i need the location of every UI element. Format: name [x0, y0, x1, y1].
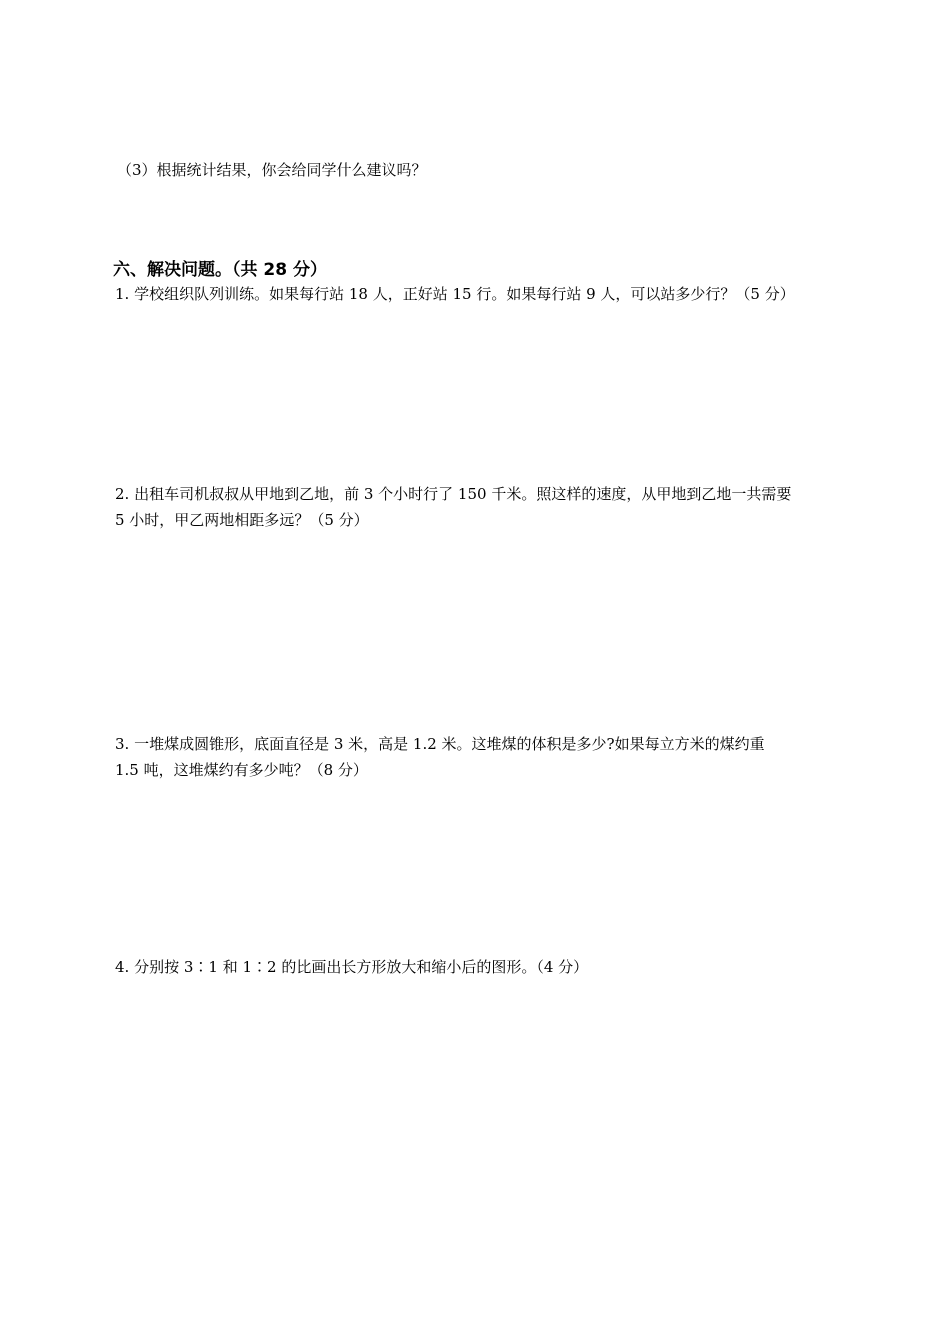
problem-3-line-2: 1.5 吨，这堆煤约有多少吨？（8 分） — [115, 761, 368, 779]
problem-2-line-1: 2. 出租车司机叔叔从甲地到乙地，前 3 个小时行了 150 千米。照这样的速度，从甲地到乙地一共需要 — [115, 485, 792, 503]
problem-3-line-1: 3. 一堆煤成圆锥形，底面直径是 3 米，高是 1.2 米。这堆煤的体积是多少?如果每立方米的煤约重 — [115, 735, 765, 753]
section-title: 六、解决问题。（共 28 分） — [113, 260, 327, 280]
problem-2-line-2: 5 小时，甲乙两地相距多远？（5 分） — [115, 511, 369, 529]
problem-1-line-1: 1. 学校组织队列训练。如果每行站 18 人，正好站 15 行。如果每行站 9 人，可以站多少行？（5 分） — [115, 285, 795, 303]
sub-question-3: （3）根据统计结果，你会给同学什么建议吗？ — [117, 161, 427, 179]
problem-4-line-1: 4. 分别按 3∶1 和 1∶2 的比画出长方形放大和缩小后的图形。（4 分） — [115, 958, 589, 976]
